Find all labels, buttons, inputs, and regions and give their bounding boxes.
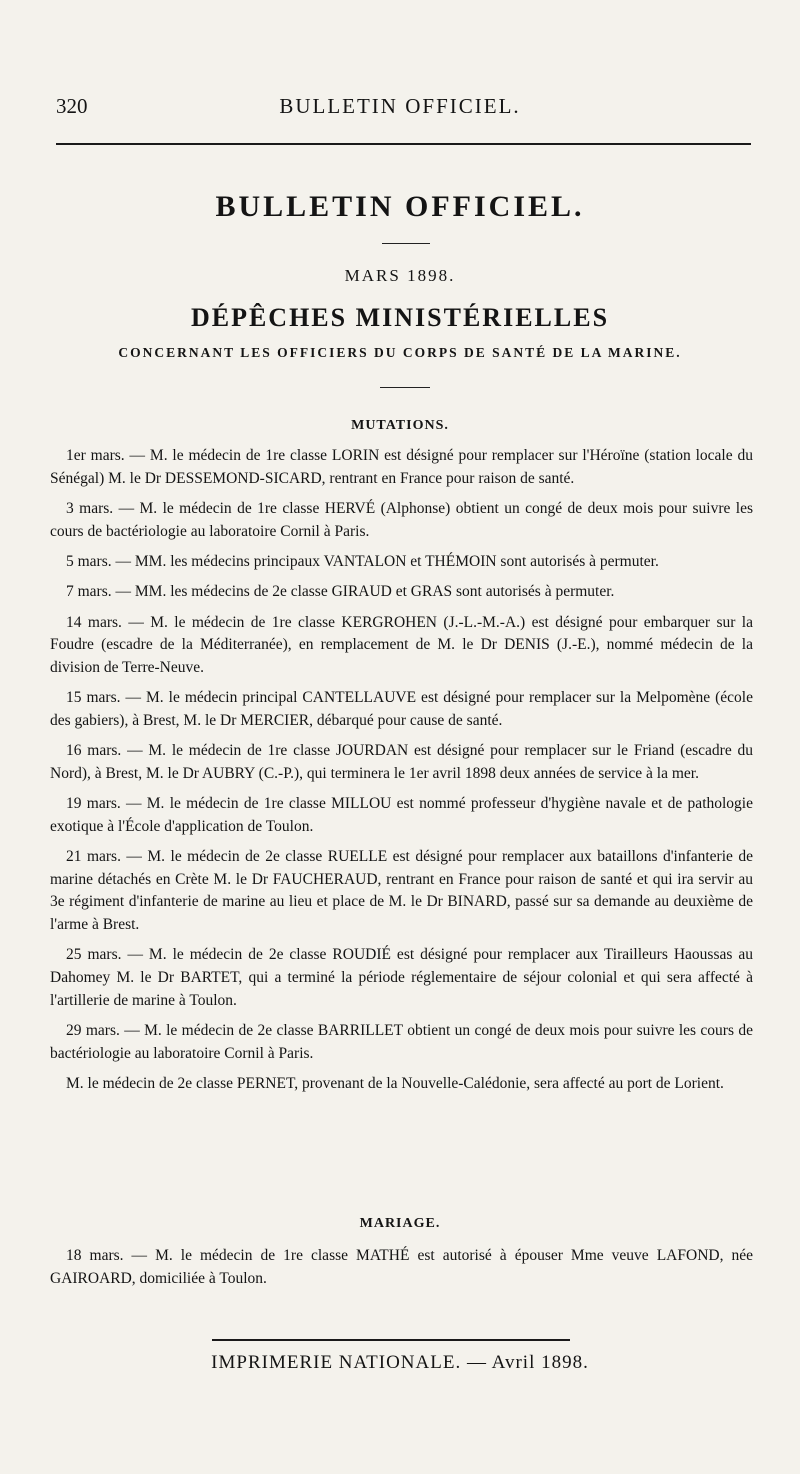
- mutation-entry: 19 mars. — M. le médecin de 1re classe MILLOU est nommé professeur d'hygiène navale et de pathologie exotique à l'École d'application de Toulon.: [50, 795, 753, 835]
- mutation-entry: 1er mars. — M. le médecin de 1re classe LORIN est désigné pour remplacer sur l'Héroïne (station locale du Sénégal) M. le Dr DESSEMOND-SICARD, rentrant en France pour raison de santé.: [50, 447, 753, 487]
- mutation-entry: 14 mars. — M. le médecin de 1re classe KERGROHEN (J.-L.-M.-A.) est désigné pour embarquer sur la Foudre (escadre de la Méditerranée), en remplacement de M. le Dr DENIS (J.-E.), nommé médecin de la division de Terre-Neuve.: [50, 613, 753, 676]
- running-head: [56, 94, 744, 124]
- section-divider: [380, 387, 430, 388]
- mutation-entry: 15 mars. — M. le médecin principal CANTELLAUVE est désigné pour remplacer sur la Melpomène (école des gabiers), à Brest, M. le Dr MERCIER, débarqué pour cause de santé.: [50, 689, 753, 729]
- mutation-entry: 29 mars. — M. le médecin de 2e classe BARRILLET obtient un congé de deux mois pour suivre les cours de bactériologie au laboratoire Cornil à Paris.: [50, 1022, 753, 1062]
- mutation-entry: 3 mars. — M. le médecin de 1re classe HERVÉ (Alphonse) obtient un congé de deux mois pour suivre les cours de bactériologie au laboratoire Cornil à Paris.: [50, 499, 753, 540]
- mutation-entry: 5 mars. — MM. les médecins principaux VANTALON et THÉMOIN sont autorisés à permuter.: [66, 552, 659, 570]
- marriage-entry: 18 mars. — M. le médecin de 1re classe MATHÉ est autorisé à épouser Mme veuve LAFOND, née GAIROARD, domiciliée à Toulon.: [50, 1247, 753, 1287]
- mutation-entry: 7 mars. — MM. les médecins de 2e classe GIRAUD et GRAS sont autorisés à permuter.: [66, 583, 615, 601]
- date-heading: MARS 1898.: [344, 266, 456, 285]
- page-number: 320: [56, 94, 88, 118]
- running-title: BULLETIN OFFICIEL.: [279, 94, 521, 118]
- mutation-entry: 21 mars. — M. le médecin de 2e classe RUELLE est désigné pour remplacer aux bataillons d'infanterie de marine détachés en Crète M. le Dr FAUCHERAUD, rentrant en France pour raison de santé et qui ira servir au 3e régiment d'infanterie de marine au lieu et place de M. le Dr BINARD, passé sur sa demande au deuxième de l'arme à Brest.: [50, 848, 753, 934]
- mutations-title: MUTATIONS.: [351, 418, 449, 433]
- mutation-entry: 16 mars. — M. le médecin de 1re classe JOURDAN est désigné pour remplacer sur le Friand (escadre du Nord), à Brest, M. le Dr AUBRY (C.-P.), qui terminera le 1er avril 1898 deux années de service à la mer.: [50, 742, 753, 782]
- imprint: IMPRIMERIE NATIONALE. — Avril 1898.: [211, 1352, 589, 1373]
- mutations-list: [50, 445, 753, 1103]
- section-subheading: CONCERNANT LES OFFICIERS DU CORPS DE SANTÉ DE LA MARINE.: [118, 345, 682, 360]
- mutation-entry: M. le médecin de 2e classe PERNET, provenant de la Nouvelle-Calédonie, sera affecté au port de Lorient.: [66, 1075, 724, 1093]
- header-rule: [56, 143, 751, 145]
- mutation-entry: 25 mars. — M. le médecin de 2e classe ROUDIÉ est désigné pour remplacer aux Tirailleurs Haoussas au Dahomey M. le Dr BARTET, qui a terminé la période réglementaire de séjour colonial et qui sera affecté à l'artillerie de marine à Toulon.: [50, 946, 753, 1009]
- section-heading: DÉPÊCHES MINISTÉRIELLES: [190, 303, 610, 332]
- marriage-title: MARIAGE.: [359, 1216, 441, 1231]
- footer-rule: [212, 1339, 570, 1341]
- title-divider: [382, 243, 430, 244]
- marriage-list: [50, 1245, 753, 1298]
- main-title: BULLETIN OFFICIEL.: [215, 190, 585, 223]
